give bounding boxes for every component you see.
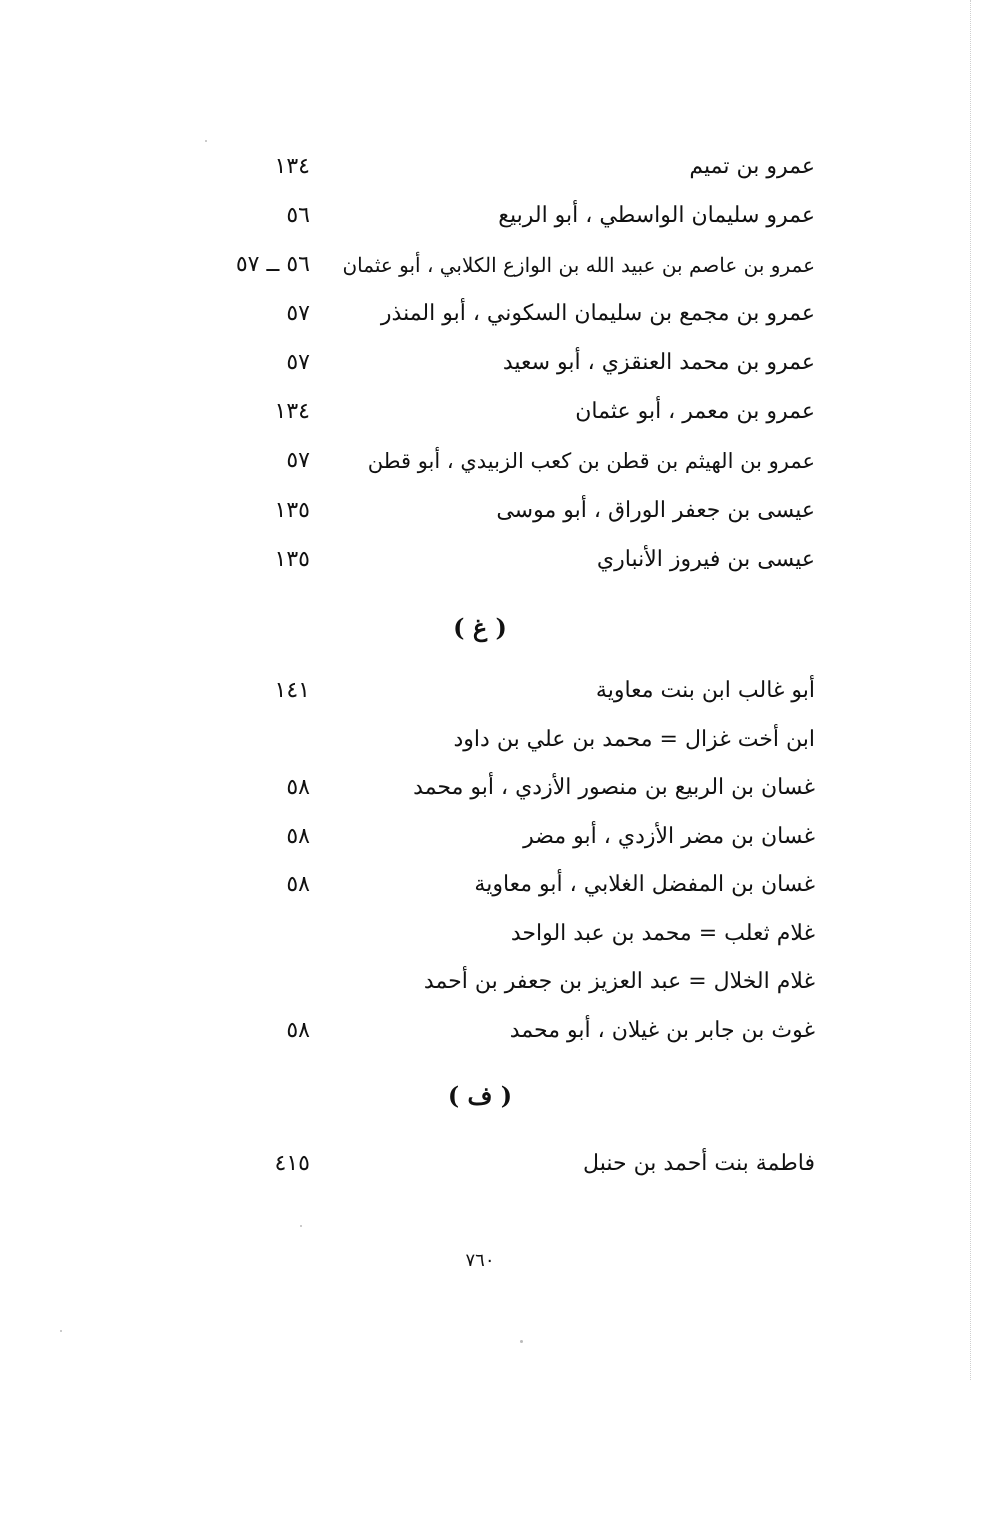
entry-name: عمرو بن محمد العنقزي ، أبو سعيد — [502, 350, 815, 375]
entry-name: عمرو بن مجمع بن سليمان السكوني ، أبو المنذر — [380, 301, 815, 326]
entry-name: غوث بن جابر بن غيلان ، أبو محمد — [509, 1018, 815, 1043]
index-entry — [150, 773, 815, 813]
paper-speck — [300, 1225, 302, 1227]
entry-name: فاطمة بنت أحمد بن حنبل — [583, 1151, 815, 1176]
entry-pages: ١٤١ — [274, 678, 310, 703]
index-entry — [150, 446, 815, 486]
entry-name: ابن أخت غزال = محمد بن علي بن داود — [453, 727, 815, 752]
section-header-fa: ( ف ) — [447, 1081, 513, 1110]
entry-name: عمرو بن معمر ، أبو عثمان — [575, 399, 815, 424]
index-entry — [150, 870, 815, 910]
index-entry — [150, 496, 815, 536]
entry-name: عيسى بن فيروز الأنباري — [596, 547, 815, 572]
entry-pages: ٥٧ — [286, 301, 310, 326]
index-entry — [150, 397, 815, 437]
entry-name: غلام ثعلب = محمد بن عبد الواحد — [510, 921, 815, 946]
entry-pages: ٥٦ — [286, 203, 310, 228]
index-entry — [150, 348, 815, 388]
entry-pages: ٥٨ — [286, 1018, 310, 1043]
entry-name: غسان بن المفضل الغلابي ، أبو معاوية — [474, 872, 815, 897]
entry-pages: ٥٨ — [286, 775, 310, 800]
section-header-ghain: ( غ ) — [453, 613, 507, 642]
index-entry — [150, 676, 815, 716]
index-entry — [150, 1149, 815, 1189]
entry-pages: ٥٨ — [286, 824, 310, 849]
index-entry — [150, 919, 815, 959]
index-entry — [150, 822, 815, 862]
entry-name: غسان بن مضر الأزدي ، أبو مضر — [523, 824, 815, 849]
entry-name: غلام الخلال = عبد العزيز بن جعفر بن أحمد — [423, 969, 815, 994]
entry-pages: ٥٧ — [286, 448, 310, 473]
index-entry — [150, 250, 815, 290]
paper-speck — [520, 1340, 523, 1343]
entry-name: أبو غالب ابن بنت معاوية — [595, 678, 815, 703]
entry-pages: ١٣٤ — [274, 399, 310, 424]
entry-pages: ١٣٤ — [274, 154, 310, 179]
entry-pages: ٥٦ ــ ٥٧ — [235, 252, 310, 277]
index-entry — [150, 299, 815, 339]
entry-name: عمرو بن عاصم بن عبيد الله بن الوازع الكلابي ، أبو عثمان — [342, 253, 815, 277]
index-entry — [150, 201, 815, 241]
page-edge-shadow — [970, 0, 972, 1380]
entry-name: عمرو بن تميم — [689, 154, 815, 179]
index-entry — [150, 545, 815, 585]
paper-speck — [205, 140, 207, 142]
entry-name: عيسى بن جعفر الوراق ، أبو موسى — [496, 498, 815, 523]
entry-pages: ٥٧ — [286, 350, 310, 375]
entry-name: عمرو بن الهيثم بن قطن بن كعب الزبيدي ، أبو قطن — [367, 449, 815, 473]
entry-name: غسان بن الربيع بن منصور الأزدي ، أبو محمد — [413, 775, 815, 800]
page-number: ٧٦٠ — [465, 1250, 495, 1271]
index-entry — [150, 1016, 815, 1056]
entry-pages: ٥٨ — [286, 872, 310, 897]
entry-name: عمرو سليمان الواسطي ، أبو الربيع — [498, 203, 815, 228]
paper-speck — [60, 1330, 62, 1332]
index-entry — [150, 967, 815, 1007]
entry-pages: ١٣٥ — [274, 498, 310, 523]
entry-pages: ٤١٥ — [274, 1151, 310, 1176]
entry-pages: ١٣٥ — [274, 547, 310, 572]
index-entry — [150, 725, 815, 765]
index-entry — [150, 152, 815, 192]
